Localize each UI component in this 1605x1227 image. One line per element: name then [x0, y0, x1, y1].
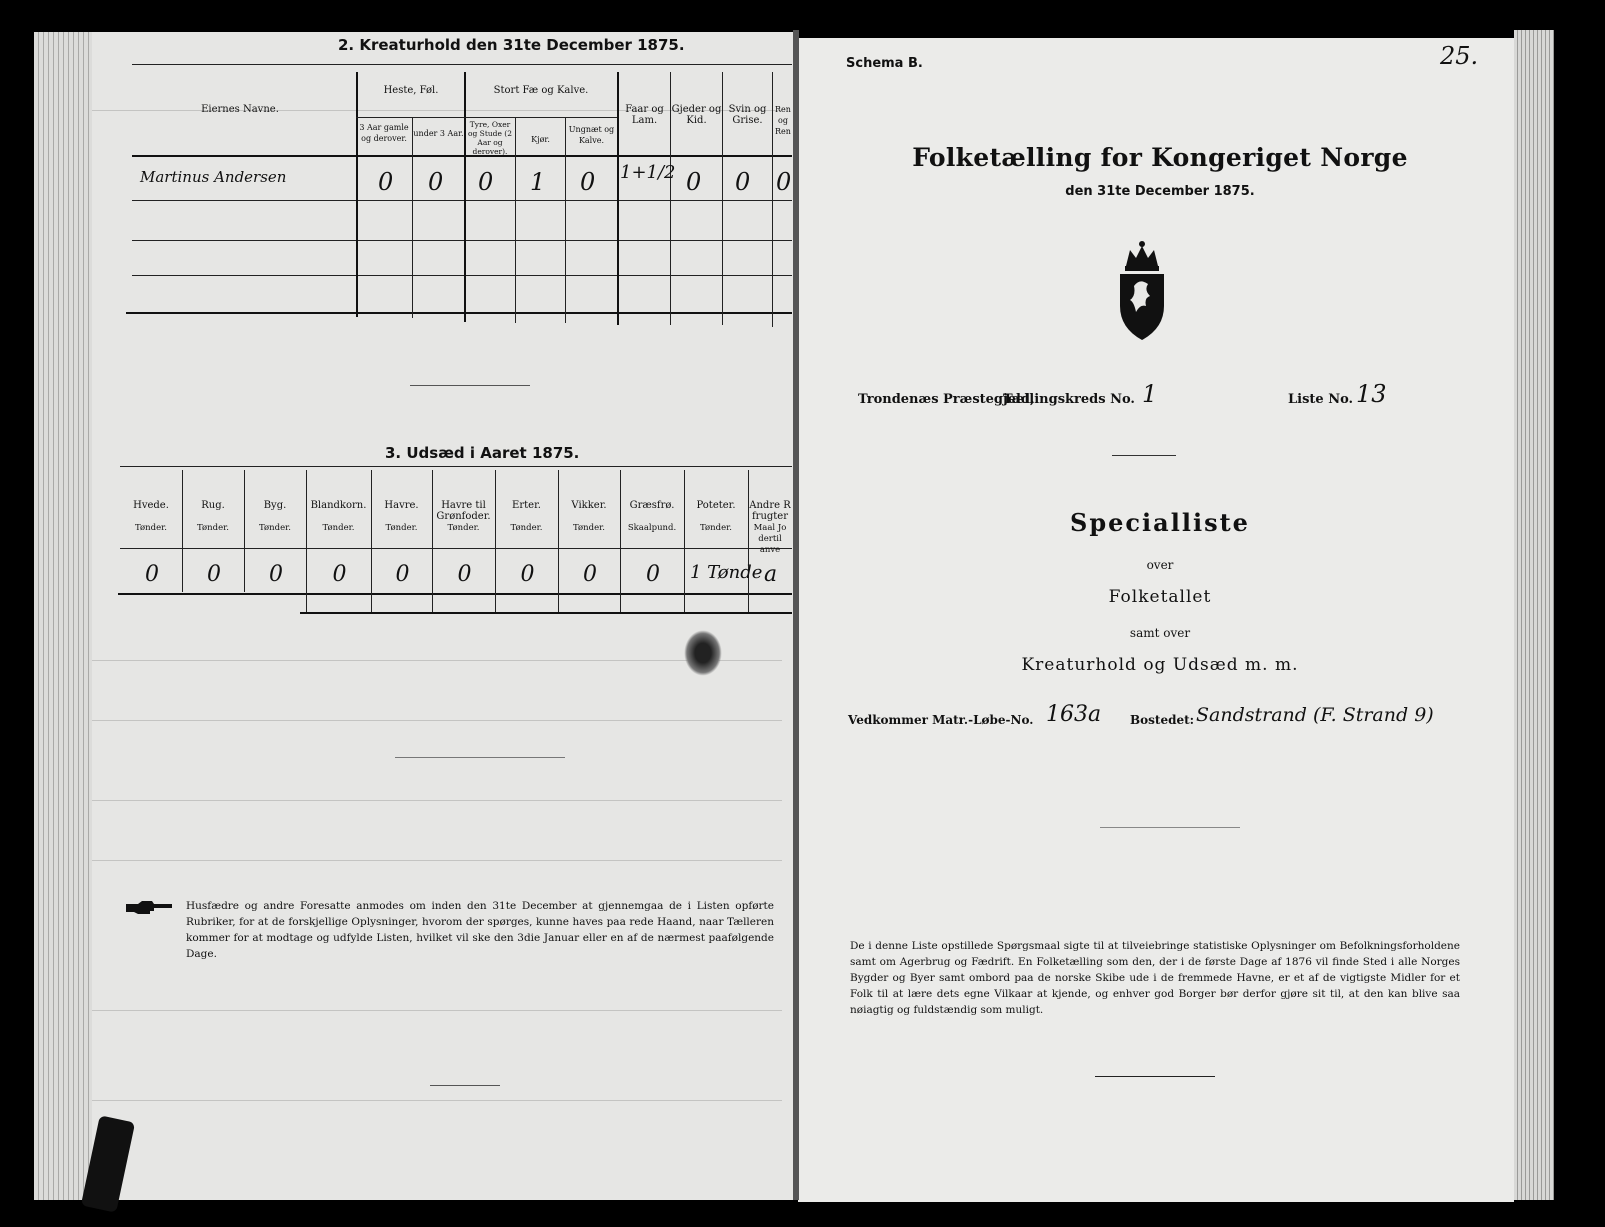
seed-col-unit: Skaalpund. [627, 523, 677, 533]
seed-col-header: Havre. [384, 500, 419, 511]
seed-col-divider [495, 470, 496, 612]
seed-col-header: Poteter. [696, 500, 736, 511]
over-text-1: over [1146, 558, 1174, 572]
section-3-title: 3. Udsæd i Aaret 1875. [385, 444, 580, 462]
seed-col-divider [432, 470, 433, 612]
col-reindeer: Ren og Ren [775, 105, 791, 136]
seed-col-unit: Maal Jo dertil anve [753, 523, 787, 555]
left-page-edges [34, 32, 92, 1200]
livestock-value: 0 [580, 168, 596, 196]
col-horses-3yr: 3 Aar gamle og derover. [359, 123, 409, 143]
seed-col-divider [620, 470, 621, 612]
seed-value: 0 [457, 562, 472, 587]
left-page [34, 32, 794, 1200]
col-goats: Gjeder og Kid. [671, 104, 722, 126]
seed-col-unit: Tønder. [135, 523, 167, 533]
book-gutter [793, 30, 799, 1200]
right-page [798, 38, 1514, 1202]
seed-value: 0 [520, 562, 535, 587]
seed-col-header: Byg. [263, 500, 287, 511]
livestock-value: 0 [428, 168, 444, 196]
seed-value: 0 [395, 562, 410, 587]
col-owner-names: Eiernes Navne. [201, 104, 279, 115]
livestock-value: 0 [735, 168, 751, 196]
norwegian-coat-of-arms-icon [1112, 236, 1172, 346]
seed-col-unit: Tønder. [385, 523, 418, 533]
seed-value: 1 Tønde [690, 562, 763, 583]
matr-number: 163a [1046, 702, 1102, 727]
seed-value: 0 [207, 562, 221, 587]
seed-col-unit: Tønder. [573, 523, 605, 533]
seed-col-divider [684, 470, 685, 612]
fingerprint-smudge [684, 630, 722, 676]
livestock-value: 0 [776, 168, 792, 196]
col-horses-under-3: under 3 Aar. [413, 129, 464, 138]
seed-value: 0 [145, 562, 159, 587]
samt-over-text: samt over [1129, 626, 1191, 640]
parish-label: Trondenæs Præstegjeld, [858, 392, 1035, 407]
col-pigs: Svin og Grise. [728, 104, 767, 126]
seed-col-header: Vikker. [571, 500, 607, 511]
seed-col-unit: Tønder. [700, 523, 732, 533]
matr-label: Vedkommer Matr.-Løbe-No. [848, 713, 1034, 727]
owner-name-entry: Martinus Andersen [140, 168, 287, 186]
district-number: 1 [1142, 380, 1158, 408]
seed-col-divider [371, 470, 372, 612]
seed-col-header: Græsfrø. [629, 500, 675, 511]
livestock-seed-text: Kreaturhold og Udsæd m. m. [1021, 655, 1299, 675]
col-sheep: Faar og Lam. [625, 104, 664, 126]
seed-col-divider [306, 470, 307, 612]
page-number: 25. [1440, 42, 1479, 70]
col-cows: Kjør. [531, 135, 550, 144]
bosted-value: Sandstrand (F. Strand 9) [1196, 704, 1434, 726]
seed-col-unit: Tønder. [197, 523, 229, 533]
seed-col-header: Hvede. [133, 500, 169, 511]
right-page-edges [1514, 30, 1554, 1200]
seed-value: 0 [646, 562, 660, 587]
livestock-value: 1+1/2 [620, 162, 676, 183]
main-subtitle: den 31te December 1875. [1065, 184, 1255, 199]
bosted-label: Bostedet: [1130, 713, 1195, 727]
seed-col-header: Blandkorn. [310, 500, 367, 511]
seed-col-divider [558, 470, 559, 612]
livestock-value: 1 [530, 168, 546, 196]
livestock-value: 0 [478, 168, 494, 196]
col-young-cattle: Ungnæt og Kalve. [568, 125, 615, 145]
seed-col-unit: Tønder. [259, 523, 291, 533]
list-number: 13 [1356, 380, 1387, 408]
instruction-note: Husfædre og andre Foresatte anmodes om inden den 31te December at gjennemgaa de i Listen opførte Rubriker, for at de forskjellige Oplysninger, hvorom der spørges, kunne haves paa rede Haand, naar Tælleren kommer for at modtage og udfylde Listen, hvilket vil ske den 3die Januar eller en af de nærmest paafølgende Dage. [186, 900, 774, 960]
col-bulls-oxen: Tyre, Oxer og Stude (2 Aar og derover). [467, 120, 512, 156]
seed-value: a [764, 562, 778, 587]
folketallet-text: Folketallet [1108, 587, 1212, 607]
pointing-hand-icon [124, 898, 174, 918]
section-2-title: 2. Kreaturhold den 31te December 1875. [338, 36, 685, 54]
seed-col-unit: Tønder. [510, 523, 543, 533]
district-label: Tællingskreds No. [1003, 392, 1135, 407]
livestock-value: 0 [686, 168, 702, 196]
seed-col-header: Erter. [512, 500, 541, 511]
livestock-value: 0 [378, 168, 394, 196]
special-list-title: Specialliste [1070, 508, 1250, 537]
list-label: Liste No. [1288, 392, 1354, 407]
group-cattle: Stort Fæ og Kalve. [493, 85, 589, 96]
seed-col-unit: Tønder. [447, 523, 480, 533]
seed-value: 0 [269, 562, 283, 587]
seed-value: 0 [583, 562, 597, 587]
main-title: Folketælling for Kongeriget Norge [912, 143, 1408, 172]
seed-col-header: Andre R frugter [749, 500, 791, 522]
schema-label: Schema B. [846, 56, 923, 71]
seed-col-header: Rug. [201, 500, 225, 511]
group-horses: Heste, Føl. [383, 85, 439, 96]
seed-col-header: Havre til Grønfoder. [436, 500, 491, 522]
seed-col-unit: Tønder. [322, 523, 355, 533]
info-paragraph: De i denne Liste opstillede Spørgsmaal sigte til at tilveiebringe statistiske Oplysninger om Befolkningsforholdene samt om Agerbrug og Fædrift. En Folketælling som den, der i de første Dage af 1876 vil finde Sted i alle Norges Bygder og Byer samt ombord paa de norske Skibe ude i de fremmede Havne, er et af de vigtigste Midler for et Folk til at lære dets egne Vilkaar at kjende, og enhver god Borger bør derfor gjøre sit til, at den kan blive saa nøiagtig og fuldstændig som muligt. [850, 940, 1460, 1016]
seed-value: 0 [332, 562, 347, 587]
